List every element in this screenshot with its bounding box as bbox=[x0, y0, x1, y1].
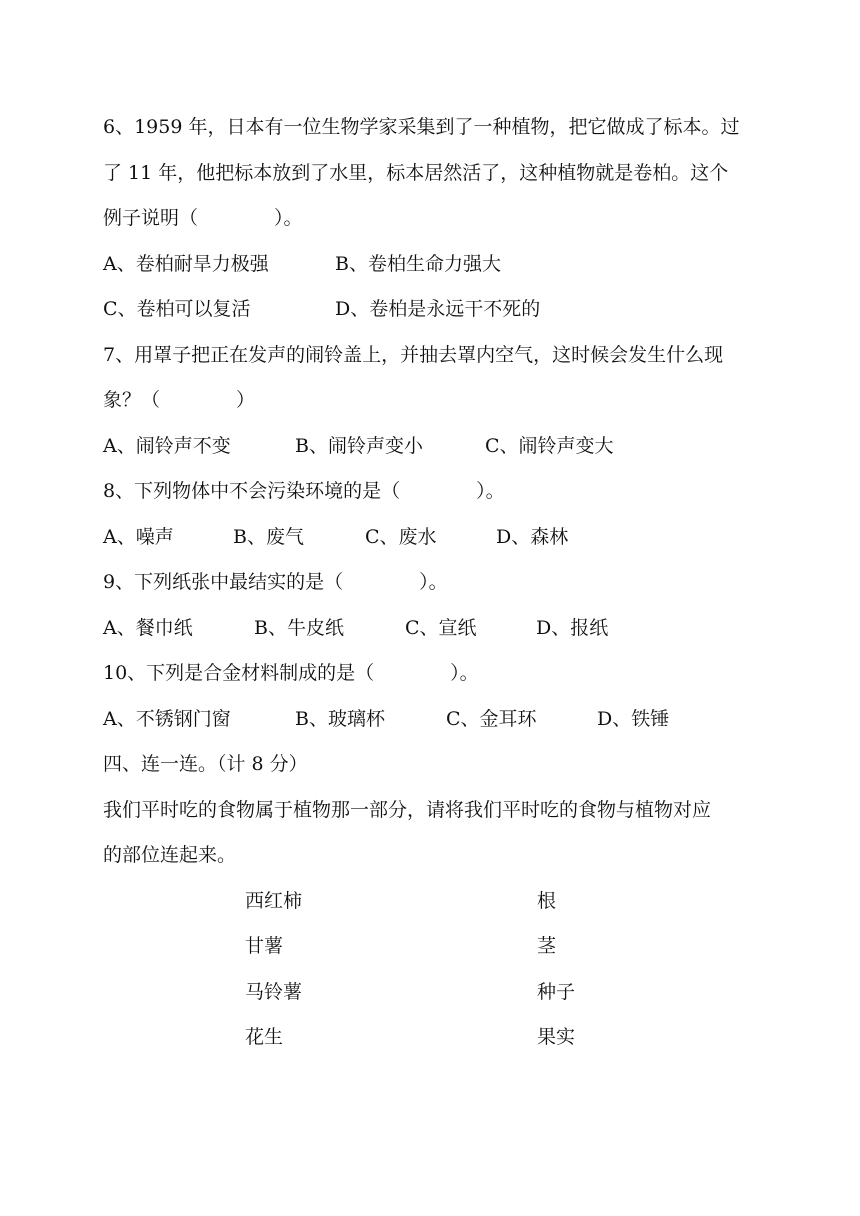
q9-option-b: B、牛皮纸 bbox=[254, 616, 344, 639]
q10-option-a: A、不锈钢门窗 bbox=[103, 707, 231, 730]
plant-part-item[interactable]: 种子 bbox=[537, 980, 576, 1003]
q8-option-d: D、森林 bbox=[496, 525, 569, 548]
q6-option-b: B、卷柏生命力强大 bbox=[335, 252, 501, 275]
section-4-instruction-line-1: 我们平时吃的食物属于植物那一部分，请将我们平时吃的食物与植物对应 bbox=[103, 798, 712, 821]
q6-option-a: A、卷柏耐旱力极强 bbox=[103, 252, 269, 275]
food-item[interactable]: 马铃薯 bbox=[245, 980, 303, 1003]
q6-line-1: 6、1959 年，日本有一位生物学家采集到了一种植物，把它做成了标本。过 bbox=[103, 116, 740, 138]
plant-part-item[interactable]: 果实 bbox=[537, 1026, 576, 1048]
q10-options-row bbox=[103, 697, 763, 743]
food-item[interactable]: 西红柿 bbox=[245, 889, 303, 912]
plant-part-item[interactable]: 茎 bbox=[537, 935, 557, 957]
q7-line-2: 象？（ ） bbox=[103, 389, 256, 411]
q7-options-row bbox=[103, 424, 763, 470]
q7-option-b: B、闹铃声变小 bbox=[295, 434, 423, 457]
q8-option-a: A、噪声 bbox=[103, 525, 174, 548]
q7-option-c: C、闹铃声变大 bbox=[485, 434, 614, 457]
q10-option-b: B、玻璃杯 bbox=[295, 707, 385, 730]
q9-option-d: D、报纸 bbox=[536, 616, 609, 639]
q8-option-c: C、废水 bbox=[365, 525, 437, 548]
q6-options-row-2 bbox=[103, 287, 763, 333]
q7-line-1: 7、用罩子把正在发声的闹铃盖上，并抽去罩内空气，这时候会发生什么现 bbox=[103, 343, 724, 366]
q9-option-c: C、宣纸 bbox=[405, 616, 477, 639]
food-item[interactable]: 花生 bbox=[245, 1026, 284, 1048]
matching-grid bbox=[103, 879, 763, 1061]
q9-text: 9、下列纸张中最结实的是（ ）。 bbox=[103, 571, 448, 593]
section-4-instruction-line-2: 的部位连起来。 bbox=[103, 844, 237, 866]
q6-options-row-1 bbox=[103, 242, 763, 288]
q6-option-c: C、卷柏可以复活 bbox=[103, 298, 251, 320]
q7-option-a: A、闹铃声不变 bbox=[103, 434, 231, 457]
q8-option-b: B、废气 bbox=[233, 525, 304, 548]
plant-part-item[interactable]: 根 bbox=[537, 889, 557, 912]
q9-option-a: A、餐巾纸 bbox=[103, 616, 193, 639]
q8-options-row bbox=[103, 515, 763, 561]
section-4-heading: 四、连一连。（计 8 分） bbox=[103, 753, 308, 775]
q8-text: 8、下列物体中不会污染环境的是（ ）。 bbox=[103, 480, 505, 502]
food-item[interactable]: 甘薯 bbox=[245, 935, 284, 957]
q6-option-d: D、卷柏是永远干不死的 bbox=[335, 298, 541, 320]
q6-line-2: 了 11 年，他把标本放到了水里，标本居然活了，这种植物就是卷柏。这个 bbox=[103, 161, 729, 184]
exam-content bbox=[103, 105, 763, 1061]
q10-text: 10、下列是合金材料制成的是（ ）。 bbox=[103, 662, 479, 684]
q10-option-c: C、金耳环 bbox=[446, 707, 537, 730]
q10-option-d: D、铁锤 bbox=[597, 707, 670, 730]
q9-options-row bbox=[103, 606, 763, 652]
q6-line-3: 例子说明（ ）。 bbox=[103, 207, 303, 229]
